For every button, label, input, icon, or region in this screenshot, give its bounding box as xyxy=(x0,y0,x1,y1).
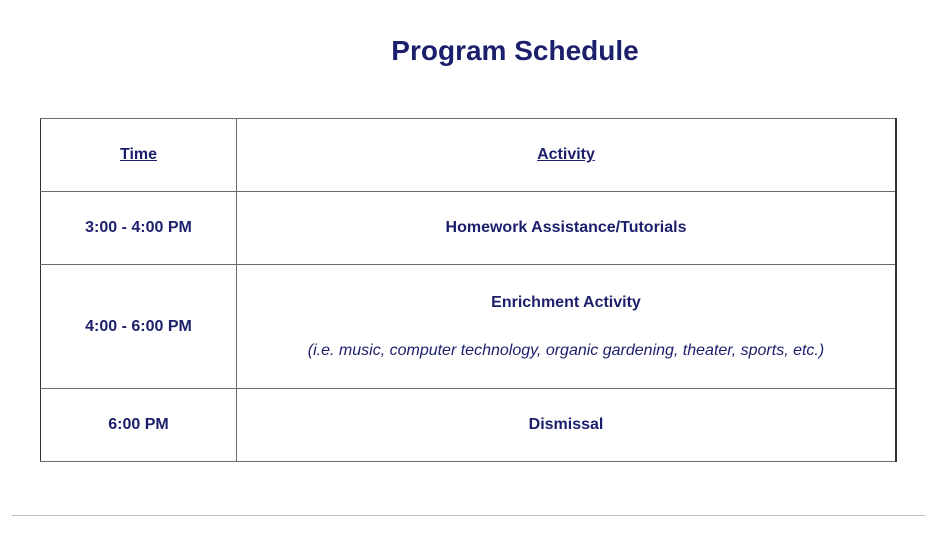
activity-label: Dismissal xyxy=(528,416,604,433)
time-cell: 3:00 - 4:00 PM xyxy=(41,192,237,265)
activity-label: Homework Assistance/Tutorials xyxy=(445,219,687,236)
footer-divider xyxy=(12,515,925,516)
time-cell: 6:00 PM xyxy=(41,389,237,462)
header-activity-label: Activity xyxy=(537,146,595,163)
activity-cell xyxy=(237,265,897,389)
activity-label: Enrichment Activity xyxy=(491,293,641,311)
header-cell-activity xyxy=(237,119,897,192)
header-cell-time xyxy=(41,119,237,192)
header-time-label: Time xyxy=(119,146,158,163)
page-title: Program Schedule xyxy=(391,35,639,66)
time-cell: 4:00 - 6:00 PM xyxy=(41,265,237,389)
table-header-row xyxy=(41,119,897,192)
table-row xyxy=(41,389,897,462)
activity-cell xyxy=(237,192,897,265)
table-row xyxy=(41,265,897,389)
program-schedule-table xyxy=(40,118,897,462)
table-row xyxy=(41,192,897,265)
activity-cell xyxy=(237,389,897,462)
activity-note: (i.e. music, computer technology, organic gardening, theater, sports, etc.) xyxy=(307,341,825,359)
